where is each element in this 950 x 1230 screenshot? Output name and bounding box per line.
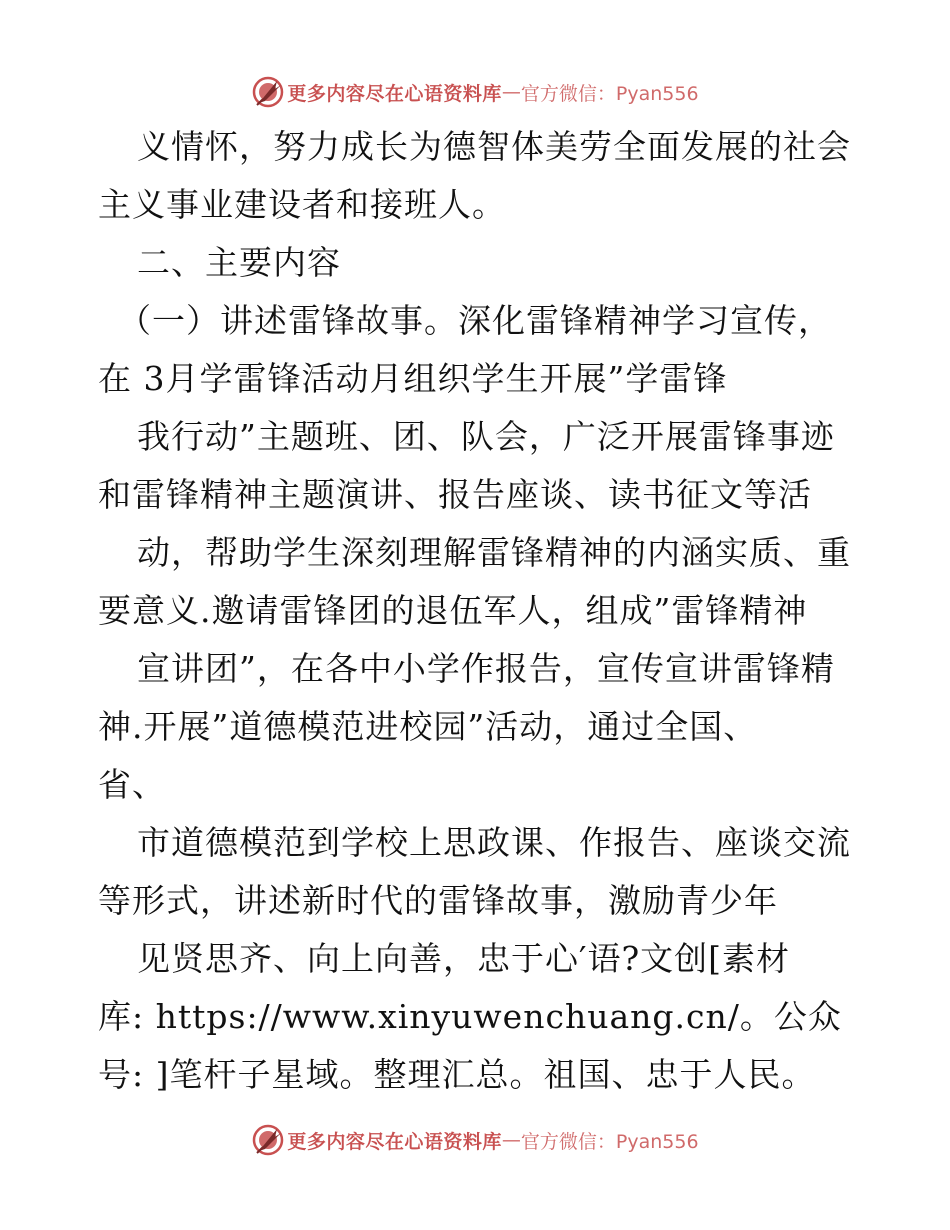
text-line: （一）讲述雷锋故事。深化雷锋精神学习宣传， — [118, 301, 832, 340]
banner-wechat-text: 官方微信：Pyan556 — [520, 82, 699, 105]
banner-dash: — — [501, 1129, 521, 1151]
text-line: 要意义.邀请雷锋团的退伍军人，组成”雷锋精神 — [98, 591, 808, 630]
text-line: 宣讲团”，在各中小学作报告，宣传宣讲雷锋精 — [137, 649, 835, 688]
text-line: 在 3月学雷锋活动月组织学生开展”学雷锋 — [98, 359, 728, 398]
text-line: 市道德模范到学校上思政课、作报告、座谈交流 — [137, 823, 851, 862]
feather-pen-logo-icon — [251, 75, 285, 109]
text-line: 我行动”主题班、团、队会，广泛开展雷锋事迹 — [137, 417, 835, 456]
footer-watermark-banner — [0, 1120, 950, 1160]
banner-main-text: 更多内容尽在心语资料库 — [287, 82, 502, 105]
text-line: 等形式，讲述新时代的雷锋故事，激励青少年 — [98, 881, 778, 920]
banner-wechat-text: 官方微信：Pyan556 — [520, 1130, 699, 1153]
text-line: 义情怀，努力成长为德智体美劳全面发展的社会 — [137, 127, 851, 166]
header-watermark-banner — [0, 72, 950, 112]
text-line: 主义事业建设者和接班人。 — [98, 185, 506, 224]
banner-dash: — — [501, 81, 521, 103]
text-line: 库: https://www.xinyuwenchuang.cn/。公众 — [98, 997, 842, 1036]
text-line: 号: ]笔杆子星域。整理汇总。祖国、忠于人民。 — [98, 1055, 816, 1094]
text-line: 和雷锋精神主题演讲、报告座谈、读书征文等活 — [98, 475, 812, 514]
feather-pen-logo-icon — [251, 1123, 285, 1157]
section-heading: 二、主要内容 — [137, 243, 341, 282]
banner-main-text: 更多内容尽在心语资料库 — [287, 1130, 502, 1153]
text-line: 见贤思齐、向上向善，忠于心′语?文创[素材 — [137, 939, 791, 978]
text-line: 动，帮助学生深刻理解雷锋精神的内涵实质、重 — [137, 533, 851, 572]
text-line: 省、 — [98, 765, 166, 804]
text-line: 神.开展”道德模范进校园”活动，通过全国、 — [98, 707, 758, 746]
